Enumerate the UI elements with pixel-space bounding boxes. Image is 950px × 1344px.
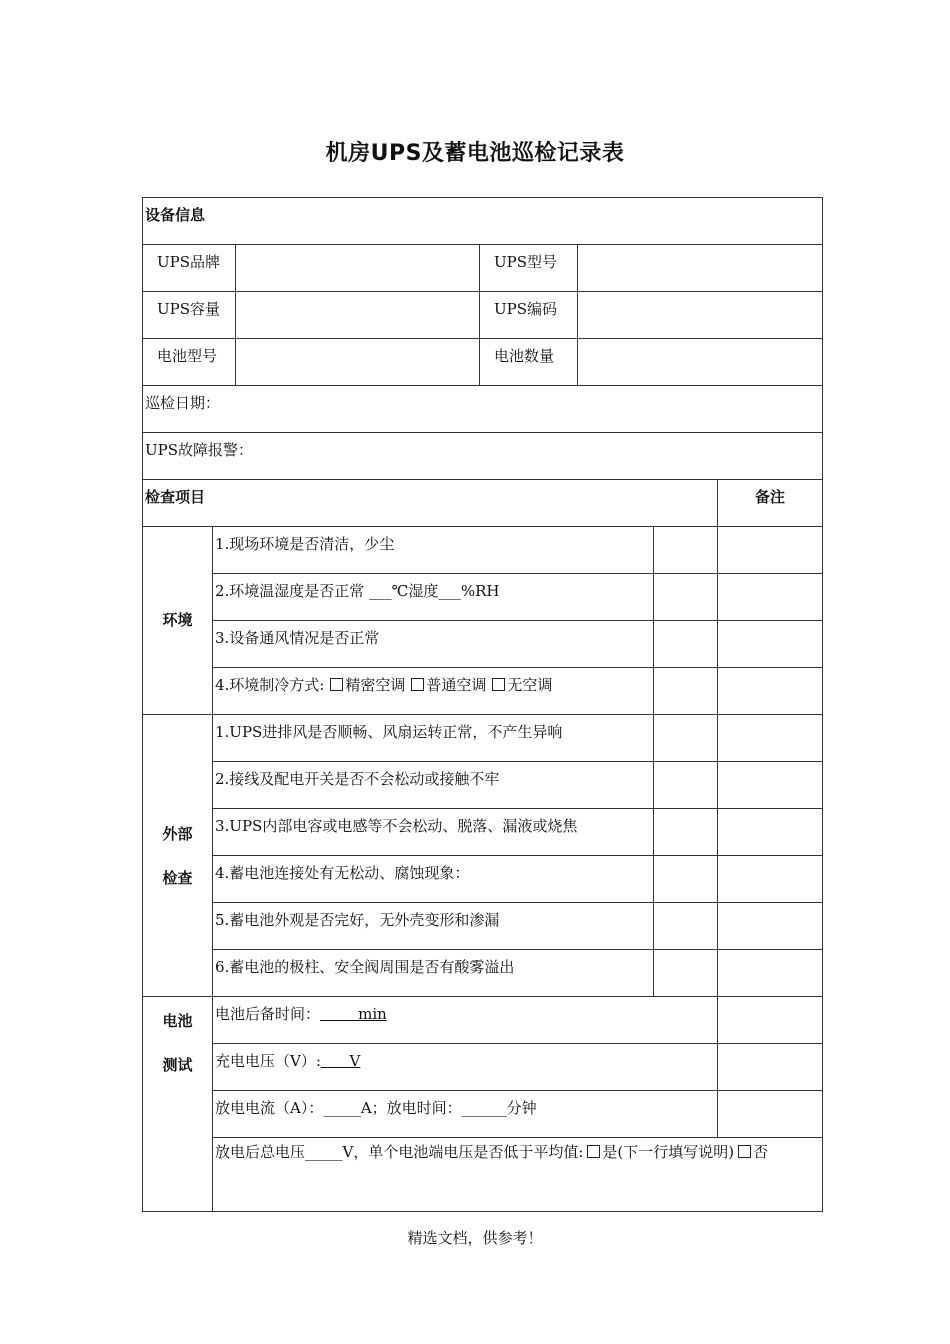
backup-time-value: min (320, 1005, 387, 1023)
ext-category-line1: 外部 (162, 824, 193, 843)
device-row-battery (143, 339, 823, 386)
inspection-date-row (143, 386, 823, 433)
bat-discharge-current[interactable]: 放电电流（A）：_____A；放电时间：______分钟 (213, 1091, 718, 1138)
bat-charge-voltage[interactable] (213, 1044, 718, 1091)
fault-alarm-field[interactable]: UPS故障报警： (143, 433, 823, 480)
bat-backup-time[interactable] (213, 997, 718, 1044)
bat-row-2 (143, 1044, 823, 1091)
bat-discharge-voltage[interactable] (213, 1138, 823, 1212)
ext-item-5: 5.蓄电池外观是否完好，无外壳变形和渗漏 (213, 903, 654, 950)
discharge-voltage-text: 放电后总电压_____V，单个电池端电压是否低于平均值: (215, 1143, 584, 1161)
cooling-prefix: 4.环境制冷方式: (215, 676, 325, 694)
ext-result-2[interactable] (654, 762, 718, 809)
env-remark-2[interactable] (718, 574, 823, 621)
ext-remark-1[interactable] (718, 715, 823, 762)
bat-remark-2[interactable] (718, 1044, 823, 1091)
ups-model-label: UPS型号 (480, 245, 578, 292)
ext-remark-2[interactable] (718, 762, 823, 809)
checkbox-yes[interactable] (587, 1145, 600, 1158)
charge-voltage-label: 充电电压（V）: (215, 1052, 321, 1070)
inspection-table (142, 197, 823, 1212)
bat-category-line2: 测试 (162, 1056, 193, 1074)
checkbox-normal-ac[interactable] (411, 678, 424, 691)
inspection-date-field[interactable]: 巡检日期： (143, 386, 823, 433)
ups-brand-label: UPS品牌 (143, 245, 236, 292)
ups-capacity-field[interactable] (236, 292, 480, 339)
ext-row-5 (143, 903, 823, 950)
yes-option: 是(下一行填写说明) (602, 1143, 735, 1161)
env-row-3 (143, 621, 823, 668)
backup-time-label: 电池后备时间： (215, 1005, 321, 1023)
env-remark-4[interactable] (718, 668, 823, 715)
ext-item-6: 6.蓄电池的极柱、安全阀周围是否有酸雾溢出 (213, 950, 654, 997)
device-info-header-row (143, 198, 823, 245)
ext-remark-6[interactable] (718, 950, 823, 997)
ups-model-field[interactable] (578, 245, 823, 292)
ext-row-2 (143, 762, 823, 809)
checkbox-no[interactable] (738, 1145, 751, 1158)
env-result-2[interactable] (654, 574, 718, 621)
env-item-1: 1.现场环境是否清洁，少尘 (213, 527, 654, 574)
cooling-option-3: 无空调 (507, 676, 553, 694)
checkbox-no-ac[interactable] (492, 678, 505, 691)
device-info-header: 设备信息 (143, 198, 823, 245)
env-item-2: 2.环境温湿度是否正常 ___℃湿度___%RH (213, 574, 654, 621)
ext-row-4 (143, 856, 823, 903)
env-remark-1[interactable] (718, 527, 823, 574)
ext-remark-4[interactable] (718, 856, 823, 903)
ups-code-field[interactable] (578, 292, 823, 339)
battery-model-field[interactable] (236, 339, 480, 386)
bat-row-3 (143, 1091, 823, 1138)
ext-item-4: 4.蓄电池连接处有无松动、腐蚀现象： (213, 856, 654, 903)
ext-row-6 (143, 950, 823, 997)
cooling-option-2: 普通空调 (426, 676, 487, 694)
ups-capacity-label: UPS容量 (143, 292, 236, 339)
device-row-capacity (143, 292, 823, 339)
battery-count-field[interactable] (578, 339, 823, 386)
ext-category-line2: 检查 (162, 868, 193, 887)
bat-category (143, 997, 213, 1212)
ext-result-3[interactable] (654, 809, 718, 856)
env-result-1[interactable] (654, 527, 718, 574)
env-item-3: 3.设备通风情况是否正常 (213, 621, 654, 668)
env-category: 环境 (143, 527, 213, 715)
no-option: 否 (753, 1143, 769, 1161)
env-result-4[interactable] (654, 668, 718, 715)
ext-result-5[interactable] (654, 903, 718, 950)
ext-result-1[interactable] (654, 715, 718, 762)
bat-remark-1[interactable] (718, 997, 823, 1044)
ext-result-4[interactable] (654, 856, 718, 903)
battery-count-label: 电池数量 (480, 339, 578, 386)
ext-remark-3[interactable] (718, 809, 823, 856)
ext-result-6[interactable] (654, 950, 718, 997)
battery-model-label: 电池型号 (143, 339, 236, 386)
ext-remark-5[interactable] (718, 903, 823, 950)
check-header-row (143, 480, 823, 527)
bat-row-1 (143, 997, 823, 1044)
ups-brand-field[interactable] (236, 245, 480, 292)
bat-remark-3[interactable] (718, 1091, 823, 1138)
fault-alarm-row (143, 433, 823, 480)
ups-code-label: UPS编码 (480, 292, 578, 339)
ext-row-1 (143, 715, 823, 762)
ext-row-3 (143, 809, 823, 856)
env-result-3[interactable] (654, 621, 718, 668)
env-remark-3[interactable] (718, 621, 823, 668)
device-row-brand (143, 245, 823, 292)
checkbox-precision-ac[interactable] (330, 678, 343, 691)
ext-item-3: 3.UPS内部电容或电感等不会松动、脱落、漏液或烧焦 (213, 809, 654, 856)
env-item-4 (213, 668, 654, 715)
bat-category-line1: 电池 (162, 1012, 193, 1030)
check-items-header: 检查项目 (143, 480, 718, 527)
page-title: 机房UPS及蓄电池巡检记录表 (325, 141, 625, 166)
ext-category (143, 715, 213, 997)
ext-item-2: 2.接线及配电开关是否不会松动或接触不牢 (213, 762, 654, 809)
env-row-2 (143, 574, 823, 621)
remarks-header: 备注 (718, 480, 823, 527)
charge-voltage-value: V (320, 1052, 361, 1070)
bat-row-4 (143, 1138, 823, 1212)
ext-item-1: 1.UPS进排风是否顺畅、风扇运转正常，不产生异响 (213, 715, 654, 762)
env-row-1 (143, 527, 823, 574)
cooling-option-1: 精密空调 (345, 676, 406, 694)
env-row-4 (143, 668, 823, 715)
footer-note: 精选文档，供参考！ (407, 1229, 543, 1247)
